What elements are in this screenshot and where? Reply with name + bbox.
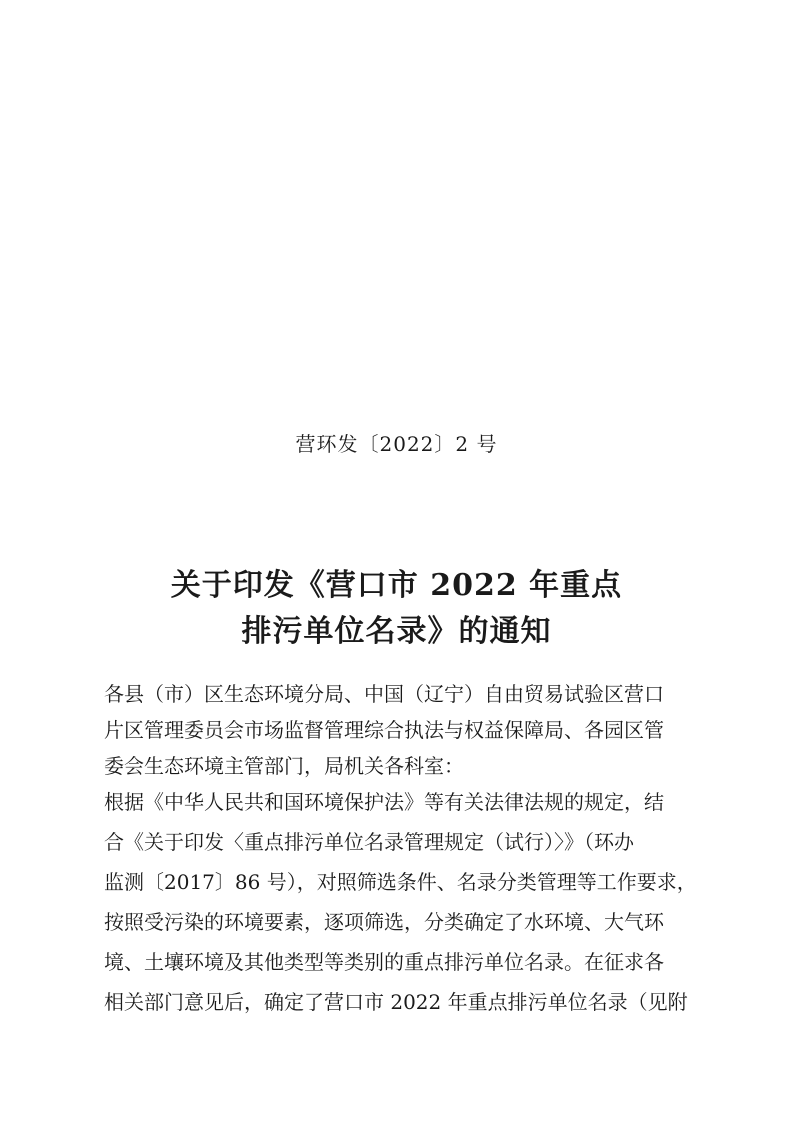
document-title-line-1: 关于印发《营口市 2022 年重点	[170, 568, 623, 603]
addressee-line: 各县（市）区生态环境分局、中国（辽宁）自由贸易试验区营口	[104, 682, 664, 706]
addressee-block	[104, 676, 704, 784]
addressee-line: 片区管理委员会市场监督管理综合执法与权益保障局、各园区管	[104, 718, 664, 742]
document-title-line-2: 排污单位名录》的通知	[241, 614, 552, 649]
body-line: 相关部门意见后，确定了营口市 2022 年重点排污单位名录（见附	[104, 990, 688, 1014]
document-number: 营环发〔2022〕2 号	[295, 432, 498, 456]
body-line: 监测〔2017〕86 号），对照筛选条件、名录分类管理等工作要求，	[104, 870, 697, 894]
body-line: 境、土壤环境及其他类型等类别的重点排污单位名录。在征求各	[104, 950, 664, 974]
body-line: 根据《中华人民共和国环境保护法》等有关法律法规的规定，结	[104, 790, 664, 814]
body-line: 合《关于印发〈重点排污单位名录管理规定（试行）〉》（环办	[104, 830, 634, 854]
addressee-line: 委会生态环境主管部门，局机关各科室：	[104, 754, 464, 778]
body-line: 按照受污染的环境要素，逐项筛选，分类确定了水环境、大气环	[104, 910, 664, 934]
body-paragraph	[104, 782, 704, 1022]
